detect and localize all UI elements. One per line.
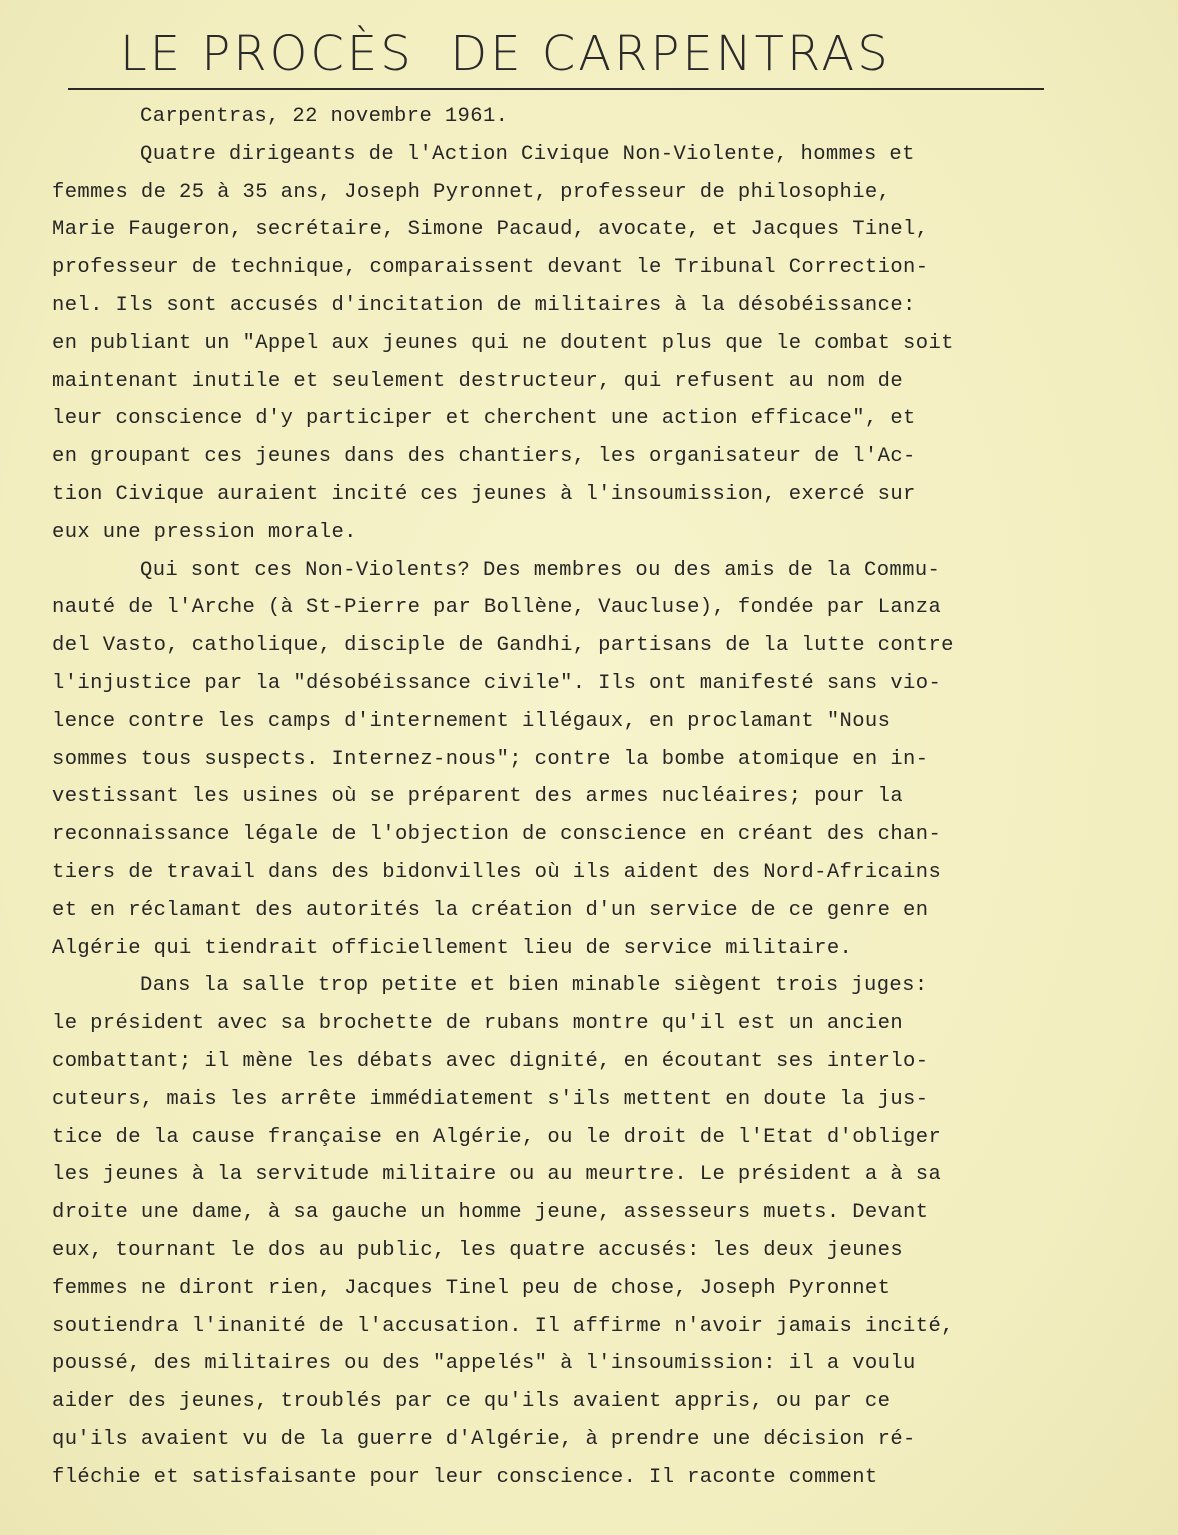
text-line: l'injustice par la "désobéissance civile". Ils ont manifesté sans vio-: [52, 671, 942, 695]
text-line: nauté de l'Arche (à St-Pierre par Bollène, Vaucluse), fondée par Lanza: [52, 596, 942, 620]
text-line: femmes ne diront rien, Jacques Tinel peu de chose, Joseph Pyronnet: [52, 1276, 891, 1300]
text-line: soutiendra l'inanité de l'accusation. Il affirme n'avoir jamais incité,: [52, 1314, 954, 1338]
text-line: en groupant ces jeunes dans des chantiers, les organisateur de l'Ac-: [52, 445, 916, 469]
text-line: vestissant les usines où se préparent des armes nucléaires; pour la: [52, 785, 904, 809]
page-title: LE PROCÈS DE CARPENTRAS: [120, 26, 891, 82]
text-line: leur conscience d'y participer et cherchent une action efficace", et: [52, 407, 916, 431]
text-line: professeur de technique, comparaissent devant le Tribunal Correction-: [52, 256, 929, 280]
text-line: lence contre les camps d'internement illégaux, en proclamant "Nous: [52, 709, 891, 733]
text-line: del Vasto, catholique, disciple de Gandhi, partisans de la lutte contre: [52, 634, 954, 658]
text-line: le président avec sa brochette de rubans montre qu'il est un ancien: [52, 1012, 904, 1036]
text-line: en publiant un "Appel aux jeunes qui ne doutent plus que le combat soit: [52, 331, 954, 355]
text-line: qu'ils avaient vu de la guerre d'Algérie, à prendre une décision ré-: [52, 1427, 916, 1451]
text-line: les jeunes à la servitude militaire ou au meurtre. Le président a à sa: [52, 1163, 942, 1187]
text-line: femmes de 25 à 35 ans, Joseph Pyronnet, professeur de philosophie,: [52, 180, 891, 204]
text-line: tiers de travail dans des bidonvilles où ils aident des Nord-Africains: [52, 860, 942, 884]
text-line: maintenant inutile et seulement destructeur, qui refusent au nom de: [52, 369, 904, 393]
text-line: cuteurs, mais les arrête immédiatement s'ils mettent en doute la jus-: [52, 1087, 929, 1111]
text-line: Dans la salle trop petite et bien minable siègent trois juges:: [140, 974, 928, 998]
article-body: [52, 98, 1132, 1496]
text-line: poussé, des militaires ou des "appelés" à l'insoumission: il a voulu: [52, 1352, 916, 1376]
text-line: sommes tous suspects. Internez-nous"; contre la bombe atomique en in-: [52, 747, 929, 771]
title-underline: [68, 88, 1044, 90]
text-line: reconnaissance légale de l'objection de conscience en créant des chan-: [52, 823, 942, 847]
text-line: tice de la cause française en Algérie, ou le droit de l'Etat d'obliger: [52, 1125, 942, 1149]
text-line: aider des jeunes, troublés par ce qu'ils avaient appris, ou par ce: [52, 1390, 891, 1414]
text-line: et en réclamant des autorités la création d'un service de ce genre en: [52, 898, 929, 922]
text-line: droite une dame, à sa gauche un homme jeune, assesseurs muets. Devant: [52, 1201, 929, 1225]
text-line: Quatre dirigeants de l'Action Civique Non-Violente, hommes et: [140, 142, 915, 166]
text-line: Marie Faugeron, secrétaire, Simone Pacaud, avocate, et Jacques Tinel,: [52, 218, 929, 242]
text-line: eux, tournant le dos au public, les quatre accusés: les deux jeunes: [52, 1238, 904, 1262]
text-line: Algérie qui tiendrait officiellement lieu de service militaire.: [52, 936, 853, 960]
text-line: combattant; il mène les débats avec dignité, en écoutant ses interlo-: [52, 1049, 929, 1073]
text-line: nel. Ils sont accusés d'incitation de militaires à la désobéissance:: [52, 293, 916, 317]
text-line: fléchie et satisfaisante pour leur conscience. Il raconte comment: [52, 1465, 878, 1489]
text-line: eux une pression morale.: [52, 520, 357, 544]
text-line: Carpentras, 22 novembre 1961.: [140, 105, 509, 128]
text-line: Qui sont ces Non-Violents? Des membres ou des amis de la Commu-: [140, 558, 941, 582]
text-line: tion Civique auraient incité ces jeunes à l'insoumission, exercé sur: [52, 482, 916, 506]
